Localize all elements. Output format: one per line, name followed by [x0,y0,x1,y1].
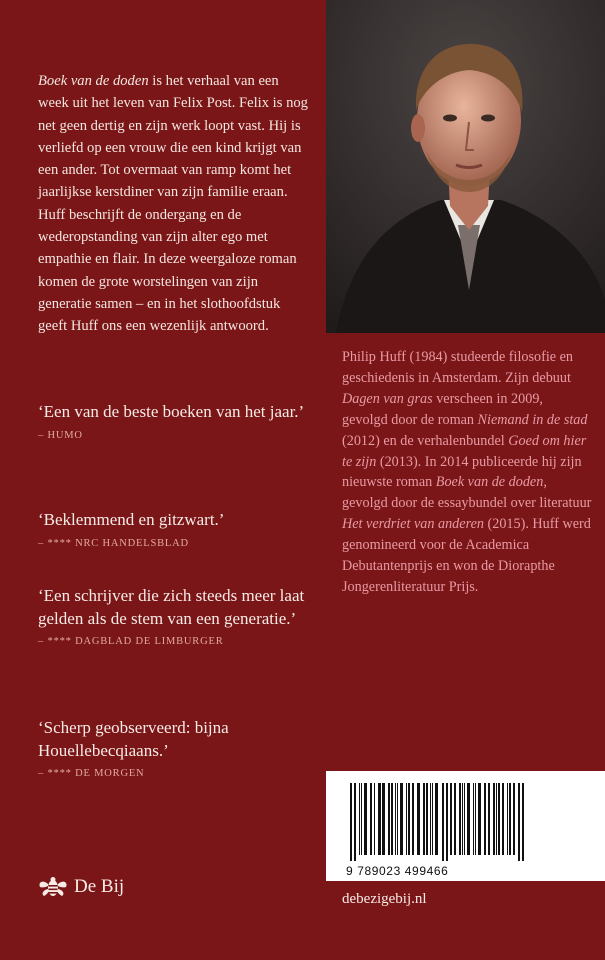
barcode-bar [374,783,375,855]
review-quote-3 [38,585,318,647]
barcode-bar [478,783,481,855]
publisher-website: debezigebij.nl [342,891,427,907]
barcode-bar [464,783,465,855]
barcode-bar [498,783,500,855]
barcode-bar [450,783,452,855]
bio-text: (2013). In 2014 publiceerde hij zijn nieuwste roman [342,453,582,491]
barcode-bar [462,783,463,855]
barcode-bar [412,783,414,855]
review-quote-source: – **** NRC HANDELSBLAD [38,537,189,549]
barcode [326,771,605,881]
barcode-bar [513,783,515,855]
barcode-bar [400,783,403,855]
publisher-name: De Bij [74,876,125,897]
review-quote-source: – **** DAGBLAD DE LIMBURGER [38,636,224,647]
bio-text: (2012) en de verhalenbundel [342,432,509,449]
barcode-bar [350,783,352,861]
barcode-bar [459,783,461,855]
bio-title: Het verdriet van anderen [342,516,484,533]
review-quote-text: ‘Beklemmend en gitzwart.’ [38,510,225,529]
review-quote-2 [38,509,318,549]
barcode-bar [417,783,420,855]
barcode-bar [518,783,520,861]
publisher-logo [38,876,124,898]
barcode-bar [446,783,448,861]
barcode-bar [473,783,474,855]
barcode-bar [426,783,428,855]
barcode-bar [432,783,433,855]
barcode-bar [378,783,381,855]
barcode-bar [388,783,390,855]
bio-title: Boek van de doden [435,474,544,491]
bio-text: (2015). Huff werd genomineerd voor de Academica Debutantenprijs en won de Diorapthe Jongerenliteratuur Prijs. [342,516,591,595]
barcode-bar [488,783,490,855]
barcode-bar [475,783,476,855]
barcode-bar [364,783,367,855]
review-quote-text: ‘Een schrijver die zich steeds meer laat gelden als de stem van een generatie.’ [38,586,305,628]
bio-text: , gevolgd door de essaybundel over literatuur [342,474,592,512]
blurb-body: is het verhaal van een week uit het leven van Felix Post. Felix is nog net geen dertig en zijn werk loopt vast. Hij is verliefd op een vrouw die een kind krijgt van een ander. Tot overmaat van ramp komt het jaarlijkse kerstdiner van zijn familie eraan. Huff beschrijft de ondergang en de wederopstanding van zijn alter ego met empathie en flair. In deze weergaloze roman komen de grote worstelingen van zijn generatie samen – en in het slothoofdstuk geeft Huff ons een wezenlijk antwoord. [38,73,308,335]
barcode-bar [391,783,393,855]
barcode-bar [359,783,360,855]
barcode-bar [430,783,431,855]
barcode-bar [382,783,385,855]
barcode-bar [397,783,398,855]
review-quote-text: ‘Een van de beste boeken van het jaar.’ [38,402,305,421]
barcode-bar [493,783,495,855]
bio-text: Philip Huff (1984) studeerde filosofie en geschiedenis in Amsterdam. Zijn debuut [342,349,574,386]
author-photo [326,0,605,333]
review-quote-source: – **** DE MORGEN [38,768,145,779]
barcode-bar [522,783,524,861]
barcode-bar [484,783,486,855]
author-bio [342,347,592,598]
barcode-bar [509,783,511,855]
bio-title: Dagen van gras [342,390,433,407]
barcode-bar [406,783,407,855]
isbn-number: 9 789023 499466 [346,864,449,878]
bio-text: verscheen in 2009, gevolgd door de roman [342,390,543,428]
barcode-bar [502,783,504,855]
barcode-bar [435,783,438,855]
barcode-bar [442,783,444,861]
barcode-bar [361,783,362,855]
blurb-book-title: Boek van de doden [38,73,149,89]
review-quote-text: ‘Scherp geobserveerd: bijna Houellebecqiaans.’ [38,718,229,760]
bee-icon [38,876,68,898]
blurb-text [38,70,313,338]
barcode-bars [346,783,586,861]
barcode-bar [454,783,456,855]
review-quote-source: – HUMO [38,429,83,441]
bio-title: Niemand in de stad [477,411,588,428]
barcode-bar [408,783,410,855]
barcode-bar [507,783,508,855]
bio-title: Goed om hier te zijn [342,432,587,470]
review-quote-1 [38,401,318,441]
review-quote-4 [38,717,318,779]
barcode-bar [423,783,425,855]
barcode-bar [467,783,470,855]
barcode-bar [370,783,372,855]
barcode-bar [395,783,396,855]
barcode-bar [496,783,497,855]
barcode-bar [354,783,356,861]
